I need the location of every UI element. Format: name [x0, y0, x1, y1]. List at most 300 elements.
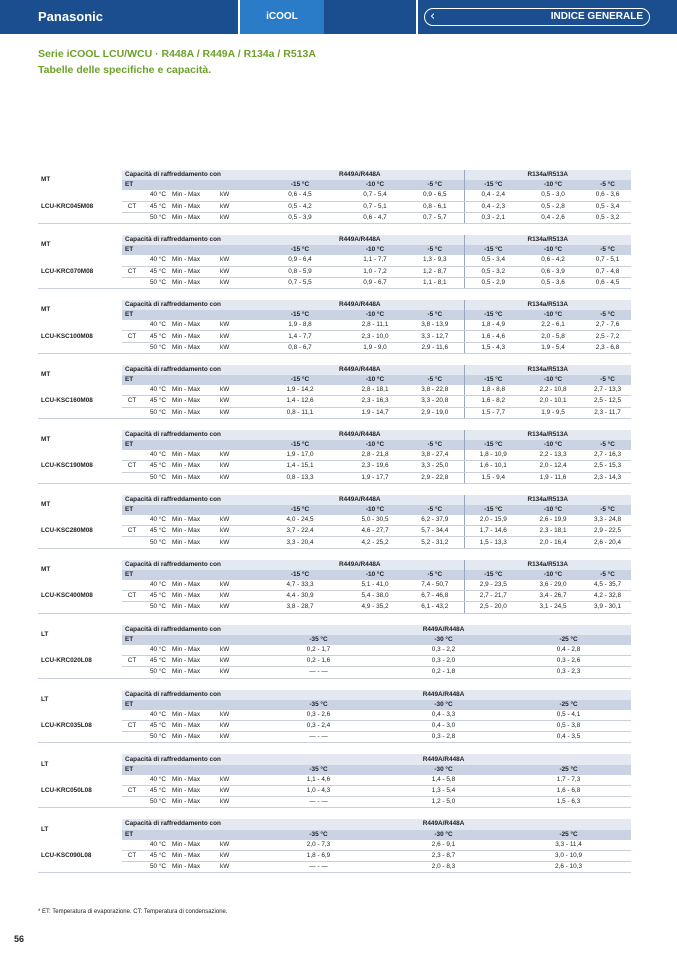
minmax-label: Min - Max	[168, 786, 220, 797]
capacity-value: — - —	[256, 862, 381, 873]
capacity-value: 0,5 - 3,0	[522, 190, 584, 201]
evap-temp-header: -15 °C	[464, 505, 522, 515]
capacity-value: 2,7 - 16,3	[584, 450, 631, 461]
unit-label: kW	[220, 602, 256, 613]
refrigerant-b: R134a/R513A	[464, 495, 631, 505]
capacity-value: 2,3 - 10,0	[344, 331, 406, 342]
capacity-value: 1,8 - 6,9	[256, 850, 381, 861]
capacity-value: 2,5 - 7,2	[584, 331, 631, 342]
empty-cell	[122, 775, 142, 786]
capacity-value: 0,4 - 2,4	[464, 190, 522, 201]
capacity-value: 0,5 - 3,2	[464, 266, 522, 277]
unit-label: kW	[220, 775, 256, 786]
ct-label: CT	[122, 786, 142, 797]
refrigerant-a: R449A/R448A	[256, 300, 464, 310]
empty-cell	[122, 342, 142, 353]
capacity-value: 0,5 - 2,8	[522, 201, 584, 212]
capacity-value: 2,9 - 19,0	[406, 407, 464, 418]
capacity-value: 3,8 - 22,8	[406, 385, 464, 396]
evap-temp-header: -5 °C	[406, 505, 464, 515]
page-title	[38, 46, 316, 78]
capacity-value: 3,7 - 22,4	[256, 526, 344, 537]
capacity-value: 5,7 - 34,4	[406, 526, 464, 537]
tab-icool[interactable]: iCOOL	[240, 0, 324, 34]
unit-label: kW	[220, 862, 256, 873]
capacity-value: 0,9 - 6,5	[406, 190, 464, 201]
unit-label: kW	[220, 320, 256, 331]
capacity-value: 2,2 - 13,3	[522, 450, 584, 461]
evap-temp-header: -30 °C	[381, 765, 506, 775]
cond-temp: 50 °C	[142, 277, 168, 288]
evap-temp-header: -15 °C	[256, 310, 344, 320]
capacity-value: 0,7 - 5,5	[256, 277, 344, 288]
capacity-value: 1,9 - 17,0	[256, 450, 344, 461]
evap-temp-header: -35 °C	[256, 830, 381, 840]
category-label: MT	[41, 500, 51, 508]
evap-temp-header: -5 °C	[584, 310, 631, 320]
unit-label: kW	[220, 710, 256, 721]
capacity-value: 0,9 - 6,7	[344, 277, 406, 288]
cond-temp: 50 °C	[142, 537, 168, 548]
et-label: ET	[122, 310, 256, 320]
category-label: MT	[41, 241, 51, 249]
empty-cell	[122, 450, 142, 461]
evap-temp-header: -10 °C	[344, 375, 406, 385]
evap-temp-header: -15 °C	[256, 505, 344, 515]
capacity-value: 0,5 - 3,6	[522, 277, 584, 288]
cond-temp: 45 °C	[142, 850, 168, 861]
evap-temp-header: -10 °C	[344, 505, 406, 515]
evap-temp-header: -30 °C	[381, 635, 506, 645]
evap-temp-header: -10 °C	[522, 375, 584, 385]
refrigerant-b: R134a/R513A	[464, 365, 631, 375]
minmax-label: Min - Max	[168, 266, 220, 277]
minmax-label: Min - Max	[168, 580, 220, 591]
cond-temp: 40 °C	[142, 385, 168, 396]
capacity-value: 0,4 - 2,3	[464, 201, 522, 212]
spec-table-lt	[38, 690, 631, 744]
capacity-value: 2,0 - 8,3	[381, 862, 506, 873]
evap-temp-header: -5 °C	[406, 440, 464, 450]
et-label: ET	[122, 440, 256, 450]
capacity-value: 1,5 - 7,7	[464, 407, 522, 418]
refrigerant-a: R449A/R448A	[256, 625, 631, 635]
evap-temp-header: -5 °C	[406, 180, 464, 190]
evap-temp-header: -30 °C	[381, 700, 506, 710]
category-label: LT	[41, 760, 49, 768]
capacity-value: 6,2 - 37,9	[406, 515, 464, 526]
capacity-value: 1,0 - 4,3	[256, 786, 381, 797]
capacity-value: 3,3 - 12,7	[406, 331, 464, 342]
et-label: ET	[122, 245, 256, 255]
refrigerant-b: R134a/R513A	[464, 300, 631, 310]
capacity-value: 2,0 - 15,9	[464, 515, 522, 526]
minmax-label: Min - Max	[168, 255, 220, 266]
capacity-value: 3,1 - 24,5	[522, 602, 584, 613]
capacity-value: 0,5 - 4,1	[506, 710, 631, 721]
capacity-value: 1,5 - 4,3	[464, 342, 522, 353]
capacity-value: 3,3 - 20,4	[256, 537, 344, 548]
unit-label: kW	[220, 461, 256, 472]
evap-temp-header: -35 °C	[256, 765, 381, 775]
minmax-label: Min - Max	[168, 721, 220, 732]
model-name: LCU-KRC035L08	[38, 710, 122, 743]
category-label: MT	[41, 306, 51, 314]
evap-temp-header: -10 °C	[522, 310, 584, 320]
index-label: INDICE GENERALE	[550, 11, 643, 22]
minmax-label: Min - Max	[168, 710, 220, 721]
category-label: LT	[41, 695, 49, 703]
empty-cell	[122, 190, 142, 201]
unit-label: kW	[220, 212, 256, 223]
evap-temp-header: -10 °C	[344, 245, 406, 255]
capacity-value: 3,4 - 26,7	[522, 591, 584, 602]
minmax-label: Min - Max	[168, 331, 220, 342]
et-label: ET	[122, 765, 256, 775]
et-label: ET	[122, 505, 256, 515]
evap-temp-header: -15 °C	[464, 440, 522, 450]
empty-cell	[122, 407, 142, 418]
evap-temp-header: -5 °C	[406, 245, 464, 255]
chevron-left-icon: ‹	[430, 9, 436, 24]
evap-temp-header: -10 °C	[522, 180, 584, 190]
et-label: ET	[122, 180, 256, 190]
minmax-label: Min - Max	[168, 201, 220, 212]
capacity-value: — - —	[256, 732, 381, 743]
capacity-value: 1,5 - 9,4	[464, 472, 522, 483]
capacity-value: 2,3 - 18,1	[522, 526, 584, 537]
category-label: LT	[41, 825, 49, 833]
capacity-value: 3,3 - 20,8	[406, 396, 464, 407]
evap-temp-header: -25 °C	[506, 700, 631, 710]
evap-temp-header: -10 °C	[344, 570, 406, 580]
capacity-value: 1,9 - 9,5	[522, 407, 584, 418]
et-label: ET	[122, 635, 256, 645]
model-name: LCU-KSC190M08	[38, 450, 122, 483]
capacity-value: 0,8 - 6,7	[256, 342, 344, 353]
model-name: LCU-KSC100M08	[38, 320, 122, 353]
capacity-value: — - —	[256, 667, 381, 678]
cond-temp: 50 °C	[142, 602, 168, 613]
capacity-label: Capacità di raffreddamento con	[122, 690, 256, 700]
evap-temp-header: -25 °C	[506, 635, 631, 645]
refrigerant-a: R449A/R448A	[256, 430, 464, 440]
minmax-label: Min - Max	[168, 526, 220, 537]
cond-temp: 40 °C	[142, 255, 168, 266]
capacity-value: 0,8 - 11,1	[256, 407, 344, 418]
refrigerant-b: R134a/R513A	[464, 170, 631, 180]
cond-temp: 50 °C	[142, 862, 168, 873]
cond-temp: 45 °C	[142, 201, 168, 212]
capacity-value: 1,6 - 4,6	[464, 331, 522, 342]
capacity-value: 1,3 - 5,4	[381, 786, 506, 797]
category-label: LT	[41, 630, 49, 638]
capacity-value: 5,0 - 30,5	[344, 515, 406, 526]
capacity-value: 1,9 - 14,7	[344, 407, 406, 418]
capacity-value: 3,6 - 29,0	[522, 580, 584, 591]
evap-temp-header: -5 °C	[584, 180, 631, 190]
minmax-label: Min - Max	[168, 656, 220, 667]
capacity-label: Capacità di raffreddamento con	[122, 495, 256, 505]
minmax-label: Min - Max	[168, 407, 220, 418]
empty-cell	[122, 797, 142, 808]
evap-temp-header: -15 °C	[464, 245, 522, 255]
ct-label: CT	[122, 331, 142, 342]
capacity-value: 0,7 - 5,1	[344, 201, 406, 212]
refrigerant-a: R449A/R448A	[256, 690, 631, 700]
spec-table-mt	[38, 495, 631, 549]
refrigerant-a: R449A/R448A	[256, 235, 464, 245]
model-name: LCU-KRC070M08	[38, 255, 122, 288]
capacity-value: 0,6 - 4,7	[344, 212, 406, 223]
evap-temp-header: -5 °C	[584, 505, 631, 515]
evap-temp-header: -35 °C	[256, 700, 381, 710]
cond-temp: 40 °C	[142, 775, 168, 786]
capacity-value: 4,2 - 25,2	[344, 537, 406, 548]
capacity-value: 3,8 - 13,9	[406, 320, 464, 331]
capacity-label: Capacità di raffreddamento con	[122, 300, 256, 310]
capacity-value: 3,0 - 10,9	[506, 850, 631, 861]
capacity-value: 4,7 - 33,3	[256, 580, 344, 591]
evap-temp-header: -5 °C	[584, 570, 631, 580]
evap-temp-header: -15 °C	[256, 375, 344, 385]
minmax-label: Min - Max	[168, 850, 220, 861]
footnote: * ET: Temperatura di evaporazione. CT: Temperatura di condensazione.	[38, 909, 228, 915]
capacity-value: 3,3 - 25,0	[406, 461, 464, 472]
spec-table-lt	[38, 754, 631, 808]
capacity-label: Capacità di raffreddamento con	[122, 365, 256, 375]
evap-temp-header: -5 °C	[406, 310, 464, 320]
evap-temp-header: -15 °C	[256, 180, 344, 190]
evap-temp-header: -10 °C	[344, 310, 406, 320]
capacity-value: 4,4 - 30,9	[256, 591, 344, 602]
cond-temp: 50 °C	[142, 732, 168, 743]
cond-temp: 40 °C	[142, 320, 168, 331]
capacity-value: 1,9 - 11,6	[522, 472, 584, 483]
evap-temp-header: -10 °C	[522, 570, 584, 580]
capacity-value: 0,3 - 2,6	[506, 656, 631, 667]
empty-cell	[122, 580, 142, 591]
empty-cell	[122, 255, 142, 266]
et-label: ET	[122, 570, 256, 580]
capacity-value: — - —	[256, 797, 381, 808]
capacity-label: Capacità di raffreddamento con	[122, 235, 256, 245]
cond-temp: 40 °C	[142, 190, 168, 201]
capacity-value: 4,5 - 35,7	[584, 580, 631, 591]
empty-cell	[122, 515, 142, 526]
ct-label: CT	[122, 591, 142, 602]
refrigerant-a: R449A/R448A	[256, 560, 464, 570]
minmax-label: Min - Max	[168, 320, 220, 331]
model-name: LCU-KSC400M08	[38, 580, 122, 613]
capacity-value: 2,6 - 10,3	[506, 862, 631, 873]
capacity-value: 0,6 - 4,2	[522, 255, 584, 266]
ct-label: CT	[122, 721, 142, 732]
unit-label: kW	[220, 342, 256, 353]
unit-label: kW	[220, 277, 256, 288]
unit-label: kW	[220, 385, 256, 396]
minmax-label: Min - Max	[168, 515, 220, 526]
capacity-value: 2,6 - 9,1	[381, 840, 506, 851]
capacity-value: 1,2 - 5,0	[381, 797, 506, 808]
capacity-value: 1,9 - 5,4	[522, 342, 584, 353]
refrigerant-a: R449A/R448A	[256, 754, 631, 764]
spec-table-lt	[38, 819, 631, 873]
unit-label: kW	[220, 396, 256, 407]
capacity-value: 2,6 - 20,4	[584, 537, 631, 548]
ct-label: CT	[122, 526, 142, 537]
capacity-value: 0,9 - 6,4	[256, 255, 344, 266]
capacity-value: 1,8 - 8,8	[464, 385, 522, 396]
unit-label: kW	[220, 450, 256, 461]
capacity-value: 1,6 - 10,1	[464, 461, 522, 472]
index-button[interactable]	[418, 0, 677, 34]
capacity-value: 0,4 - 3,5	[506, 732, 631, 743]
empty-cell	[122, 602, 142, 613]
capacity-value: 5,4 - 38,0	[344, 591, 406, 602]
capacity-value: 3,3 - 11,4	[506, 840, 631, 851]
evap-temp-header: -10 °C	[522, 245, 584, 255]
empty-cell	[122, 537, 142, 548]
cond-temp: 45 °C	[142, 721, 168, 732]
spec-tables	[38, 170, 631, 884]
spec-table-mt	[38, 170, 631, 224]
capacity-value: 2,0 - 7,3	[256, 840, 381, 851]
capacity-value: 0,2 - 1,6	[256, 656, 381, 667]
et-label: ET	[122, 375, 256, 385]
spec-table-mt	[38, 365, 631, 419]
capacity-value: 1,1 - 4,6	[256, 775, 381, 786]
evap-temp-header: -15 °C	[256, 245, 344, 255]
evap-temp-header: -10 °C	[522, 505, 584, 515]
capacity-value: 2,5 - 12,5	[584, 396, 631, 407]
capacity-value: 0,5 - 3,8	[506, 721, 631, 732]
unit-label: kW	[220, 840, 256, 851]
evap-temp-header: -15 °C	[464, 375, 522, 385]
capacity-value: 1,5 - 13,3	[464, 537, 522, 548]
capacity-value: 2,9 - 11,6	[406, 342, 464, 353]
capacity-value: 0,3 - 2,4	[256, 721, 381, 732]
capacity-value: 1,6 - 6,8	[506, 786, 631, 797]
evap-temp-header: -15 °C	[256, 440, 344, 450]
capacity-value: 0,3 - 2,3	[506, 667, 631, 678]
capacity-value: 2,8 - 21,8	[344, 450, 406, 461]
minmax-label: Min - Max	[168, 342, 220, 353]
evap-temp-header: -5 °C	[406, 570, 464, 580]
unit-label: kW	[220, 526, 256, 537]
cond-temp: 45 °C	[142, 656, 168, 667]
refrigerant-a: R449A/R448A	[256, 365, 464, 375]
cond-temp: 40 °C	[142, 645, 168, 656]
unit-label: kW	[220, 667, 256, 678]
cond-temp: 40 °C	[142, 450, 168, 461]
refrigerant-a: R449A/R448A	[256, 819, 631, 829]
empty-cell	[122, 840, 142, 851]
capacity-value: 1,6 - 8,2	[464, 396, 522, 407]
model-name: LCU-KSC090L08	[38, 840, 122, 873]
capacity-value: 1,4 - 5,8	[381, 775, 506, 786]
spec-table-mt	[38, 560, 631, 614]
evap-temp-header: -10 °C	[522, 440, 584, 450]
minmax-label: Min - Max	[168, 385, 220, 396]
minmax-label: Min - Max	[168, 645, 220, 656]
capacity-value: 2,9 - 22,5	[584, 526, 631, 537]
unit-label: kW	[220, 190, 256, 201]
capacity-value: 0,5 - 3,4	[464, 255, 522, 266]
ct-label: CT	[122, 461, 142, 472]
cond-temp: 50 °C	[142, 342, 168, 353]
capacity-value: 0,4 - 3,3	[381, 710, 506, 721]
refrigerant-b: R134a/R513A	[464, 560, 631, 570]
unit-label: kW	[220, 656, 256, 667]
capacity-value: 2,3 - 19,6	[344, 461, 406, 472]
capacity-value: 0,2 - 1,8	[381, 667, 506, 678]
model-name: LCU-KRC020L08	[38, 645, 122, 678]
cond-temp: 45 °C	[142, 461, 168, 472]
category-label: MT	[41, 176, 51, 184]
capacity-value: 0,5 - 2,9	[464, 277, 522, 288]
empty-cell	[122, 732, 142, 743]
capacity-value: 2,5 - 15,3	[584, 461, 631, 472]
capacity-label: Capacità di raffreddamento con	[122, 754, 256, 764]
capacity-value: 0,4 - 3,0	[381, 721, 506, 732]
capacity-label: Capacità di raffreddamento con	[122, 430, 256, 440]
empty-cell	[122, 385, 142, 396]
capacity-value: 0,8 - 5,9	[256, 266, 344, 277]
capacity-value: 2,9 - 22,8	[406, 472, 464, 483]
capacity-value: 2,0 - 5,8	[522, 331, 584, 342]
cond-temp: 45 °C	[142, 331, 168, 342]
empty-cell	[122, 472, 142, 483]
brand-logo: Panasonic	[0, 0, 238, 34]
capacity-value: 0,4 - 2,8	[506, 645, 631, 656]
title-line-1: Serie iCOOL LCU/WCU · R448A / R449A / R134a / R513A	[38, 48, 316, 60]
page-number: 56	[14, 934, 25, 944]
capacity-value: 0,3 - 2,0	[381, 656, 506, 667]
capacity-value: 1,7 - 14,6	[464, 526, 522, 537]
empty-cell	[122, 277, 142, 288]
title-line-2: Tabelle delle specifiche e capacità.	[38, 64, 212, 76]
capacity-value: 1,7 - 7,3	[506, 775, 631, 786]
cond-temp: 40 °C	[142, 710, 168, 721]
empty-cell	[122, 862, 142, 873]
capacity-value: 0,6 - 3,9	[522, 266, 584, 277]
capacity-value: 3,8 - 28,7	[256, 602, 344, 613]
unit-label: kW	[220, 407, 256, 418]
model-name: LCU-KRC045M08	[38, 190, 122, 223]
et-label: ET	[122, 700, 256, 710]
evap-temp-header: -15 °C	[464, 180, 522, 190]
capacity-value: 0,7 - 5,7	[406, 212, 464, 223]
capacity-value: 5,1 - 41,0	[344, 580, 406, 591]
index-pill[interactable]	[424, 8, 650, 26]
minmax-label: Min - Max	[168, 775, 220, 786]
cond-temp: 50 °C	[142, 472, 168, 483]
capacity-value: 4,9 - 35,2	[344, 602, 406, 613]
evap-temp-header: -15 °C	[464, 310, 522, 320]
ct-label: CT	[122, 266, 142, 277]
capacity-value: 2,0 - 12,4	[522, 461, 584, 472]
evap-temp-header: -5 °C	[584, 245, 631, 255]
capacity-value: 2,7 - 13,3	[584, 385, 631, 396]
empty-cell	[122, 212, 142, 223]
minmax-label: Min - Max	[168, 212, 220, 223]
capacity-value: 0,5 - 4,2	[256, 201, 344, 212]
et-label: ET	[122, 830, 256, 840]
capacity-value: 0,3 - 2,2	[381, 645, 506, 656]
minmax-label: Min - Max	[168, 472, 220, 483]
capacity-value: 0,5 - 3,2	[584, 212, 631, 223]
